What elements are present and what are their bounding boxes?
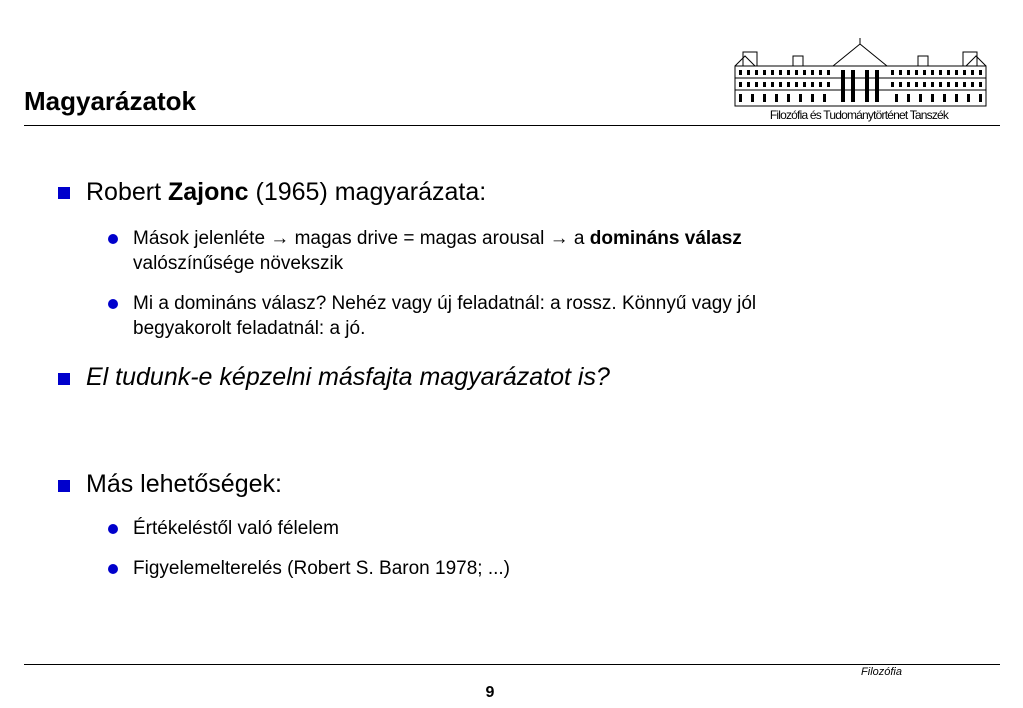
bullet-square xyxy=(58,373,70,385)
sub-bullet-dominant-response: Mi a domináns válasz? Nehéz vagy új feladatnál: a rossz. Könnyű vagy jól begyakorolt feladatnál: a jó. xyxy=(133,293,757,339)
department-name: Filozófia és Tudománytörténet Tanszék xyxy=(769,108,949,122)
sub-bullet-distraction: Figyelemelterelés (Robert S. Baron 1978; ...) xyxy=(133,558,511,579)
page-number: 9 xyxy=(485,684,495,701)
bullet-square xyxy=(58,187,70,199)
sub-bullet-evaluation-apprehension: Értékeléstől való félelem xyxy=(133,518,339,539)
university-building-logo xyxy=(733,38,988,108)
bullet-other-options: Más lehetőségek: xyxy=(86,470,282,498)
bullet-question: El tudunk-e képzelni másfajta magyarázatot is? xyxy=(86,363,610,391)
bullet-square xyxy=(58,480,70,492)
footer-divider xyxy=(24,664,1000,665)
bullet-dot xyxy=(108,299,118,309)
sub-bullet-presence: Mások jelenléte → magas drive = magas arousal → a domináns válasz valószínűsége növekszik xyxy=(133,228,742,274)
bullet-zajonc: Robert Zajonc (1965) magyarázata: xyxy=(86,178,487,206)
slide-title: Magyarázatok xyxy=(24,86,196,116)
bullet-dot xyxy=(108,524,118,534)
header-divider xyxy=(24,125,1000,126)
bullet-dot xyxy=(108,564,118,574)
footer-label: Filozófia xyxy=(861,666,902,678)
bullet-dot xyxy=(108,234,118,244)
